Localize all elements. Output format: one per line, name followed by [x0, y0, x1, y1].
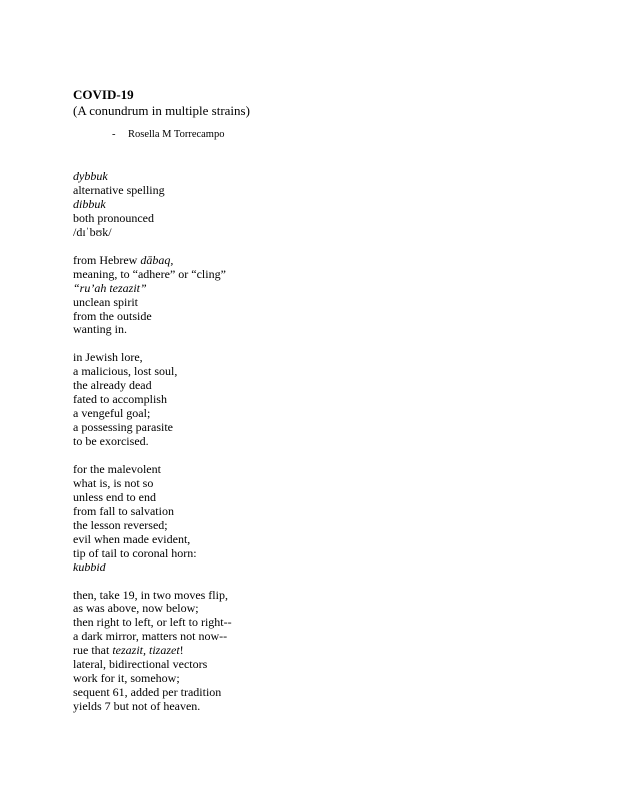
poem-line: a dark mirror, matters not now-- — [73, 629, 228, 644]
line-text: from Hebrew — [73, 252, 141, 267]
poem-line: then right to left, or left to right-- — [73, 615, 232, 630]
poem-line: unclean spirit — [73, 294, 138, 309]
poem-line: yields 7 but not of heaven. — [73, 699, 201, 714]
poem-line: lateral, bidirectional vectors — [73, 657, 208, 672]
poem-line: alternative spelling — [73, 182, 165, 197]
poem-line: dibbuk — [73, 196, 106, 211]
poem-line: dybbuk — [73, 169, 108, 183]
poem-line: tip of tail to coronal horn: — [73, 545, 197, 560]
poem-line: from the outside — [73, 308, 152, 323]
poem-line: work for it, somehow; — [73, 671, 180, 686]
poem-line: evil when made evident, — [73, 531, 191, 546]
poem-subtitle: (A conundrum in multiple strains) — [73, 103, 250, 118]
poem-line: kubbid — [73, 559, 106, 574]
poem-line: “ru’ah tezazit” — [73, 280, 147, 295]
line-text: ! — [179, 643, 184, 658]
stanza-5 — [73, 589, 232, 715]
poem-line: fated to accomplish — [73, 392, 167, 407]
poem-line: in Jewish lore, — [73, 350, 143, 365]
poem-line: /dɪˈbʊk/ — [73, 224, 112, 239]
poem-line: a malicious, lost soul, — [73, 364, 178, 379]
poem-line: for the malevolent — [73, 461, 161, 476]
poem-line: from fall to salvation — [73, 503, 174, 518]
poem-line: as was above, now below; — [73, 601, 199, 616]
poem-line — [73, 644, 232, 658]
stanza-3 — [73, 351, 232, 449]
title-block — [73, 87, 250, 119]
poem-line: a possessing parasite — [73, 420, 173, 435]
stanza-4 — [73, 463, 232, 575]
poem-title: COVID-19 — [73, 87, 134, 102]
poem-line: a vengeful goal; — [73, 406, 151, 421]
poem-line: unless end to end — [73, 489, 156, 504]
poem-line: then, take 19, in two moves flip, — [73, 587, 228, 602]
poem-line: to be exorcised. — [73, 434, 149, 449]
author-name: Rosella M Torrecampo — [128, 129, 225, 140]
author-dash: - — [112, 129, 116, 140]
poem-line: the already dead — [73, 378, 152, 393]
poem-body — [73, 170, 232, 728]
poem-line: both pronounced — [73, 210, 154, 225]
line-text: rue that — [73, 643, 113, 658]
poem-line: what is, is not so — [73, 475, 154, 490]
author-line — [112, 128, 224, 142]
poem-line — [73, 254, 232, 268]
line-text-italic: dābaq, — [140, 252, 174, 267]
stanza-1 — [73, 170, 232, 240]
poem-line: sequent 61, added per tradition — [73, 685, 222, 700]
stanza-2 — [73, 254, 232, 338]
poem-line: wanting in. — [73, 322, 127, 337]
line-text-italic: tezazit, tizazet — [112, 643, 180, 658]
poem-line: meaning, to “adhere” or “cling” — [73, 266, 226, 281]
poem-line: the lesson reversed; — [73, 517, 168, 532]
